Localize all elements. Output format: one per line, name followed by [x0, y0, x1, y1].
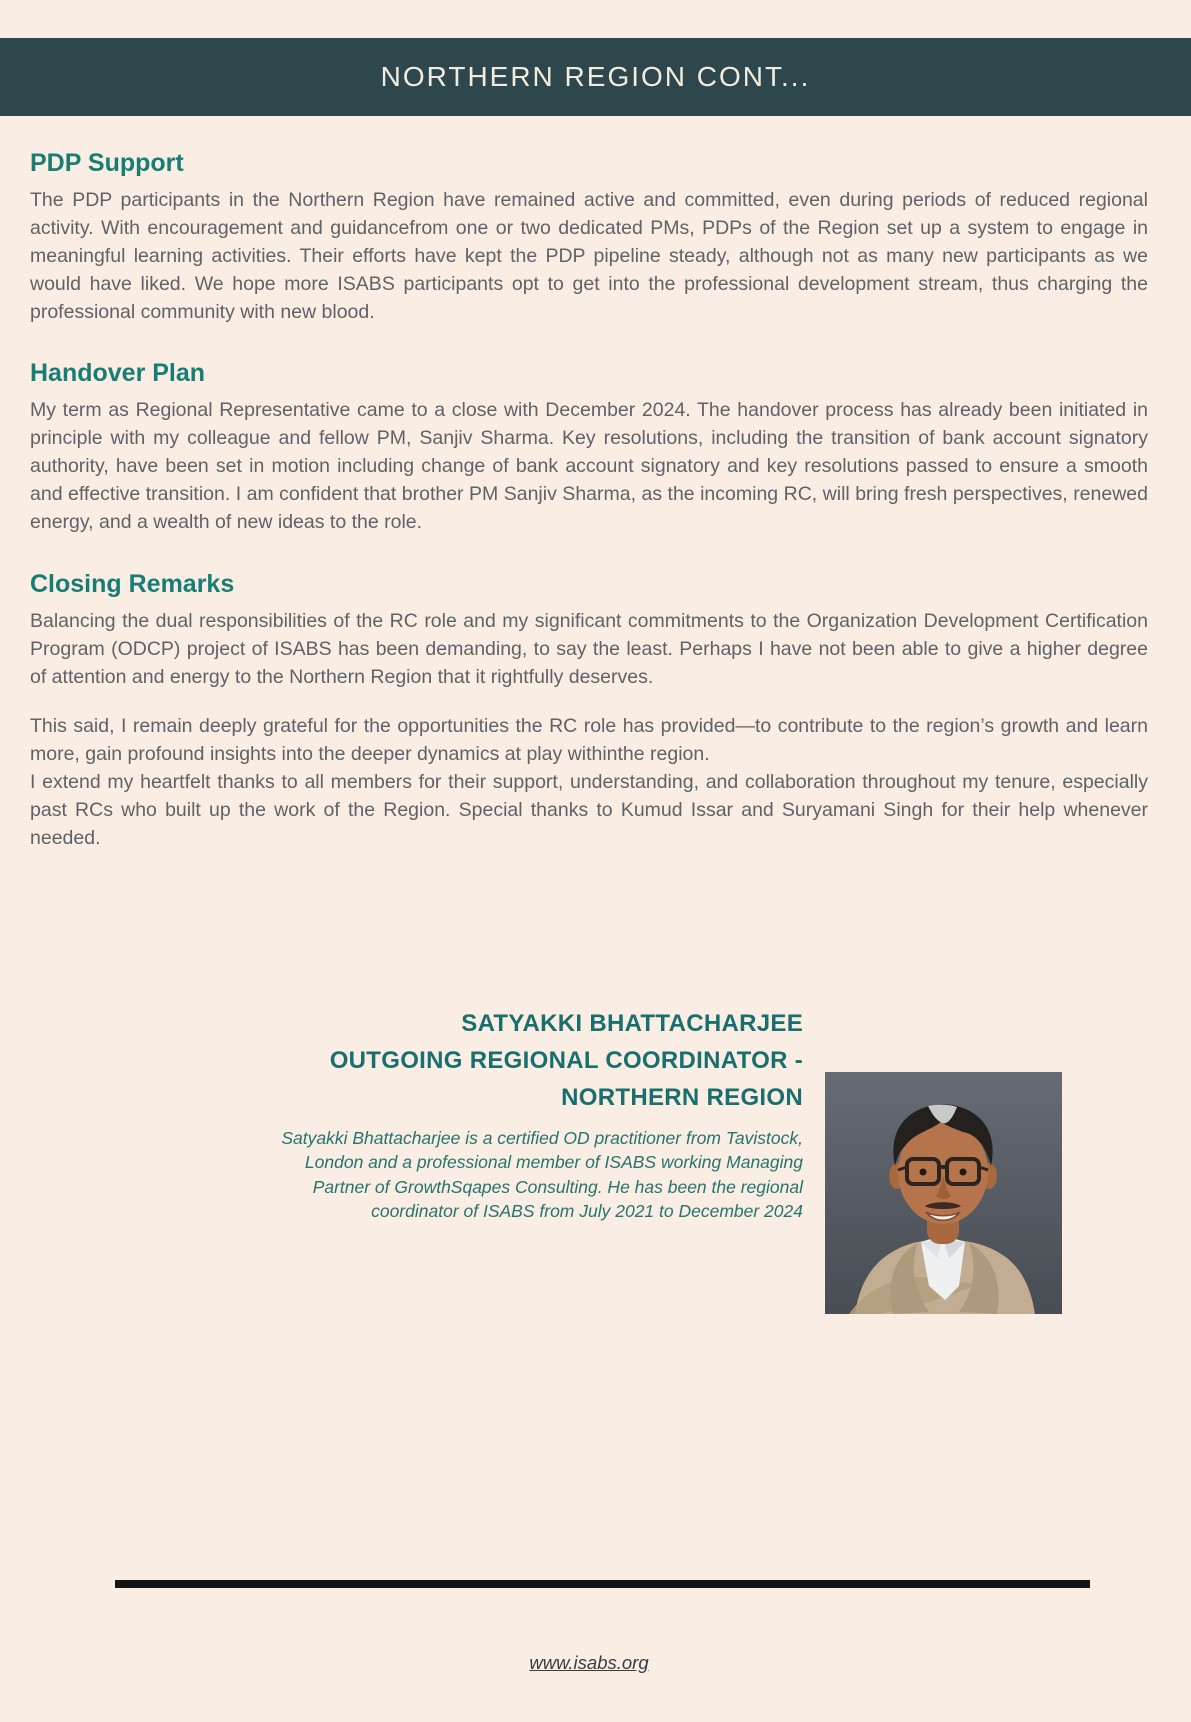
coordinator-bio-line: coordinator of ISABS from July 2021 to December 2024: [371, 1201, 803, 1222]
page-header: [0, 38, 1191, 116]
coordinator-bio-line: Satyakki Bhattacharjee is a certified OD practitioner from Tavistock,: [281, 1127, 803, 1148]
coordinator-bio-line: Partner of GrowthSqapes Consulting. He has been the regional: [312, 1176, 803, 1197]
section-heading-pdp-support: PDP Support: [30, 149, 184, 177]
page-title: NORTHERN REGION CONT...: [380, 61, 811, 92]
page-content: [0, 149, 1191, 1674]
coordinator-role-line2: NORTHERN REGION: [561, 1083, 803, 1111]
coordinator-bio: [281, 1126, 803, 1224]
coordinator-role-line1: OUTGOING REGIONAL COORDINATOR -: [329, 1046, 803, 1074]
divider-line: [115, 1580, 1090, 1588]
portrait-photo: [825, 1072, 1062, 1314]
paragraph: My term as Regional Representative came to a close with December 2024. The handover process has already been initiated in principle with my colleague and fellow PM, Sanjiv Sharma. Key resolutions, including the transition of bank account signatory authority, have been set in motion including change of bank account signatory and key resolutions passed to ensure a smooth and effective transition. I am confident that brother PM Sanjiv Sharma, as the incoming RC, will bring fresh perspectives, renewed energy, and a wealth of new ideas to the role.: [30, 399, 1148, 533]
section-heading-closing-remarks: Closing Remarks: [30, 569, 235, 598]
paragraph: I extend my heartfelt thanks to all members for their support, understanding, and collaboration throughout my tenure, especially past RCs who built up the work of the Region. Special thanks to Kumud Issar and Suryamani Singh for their help whenever needed.: [30, 771, 1148, 849]
coordinator-name: SATYAKKI BHATTACHARJEE: [461, 1009, 803, 1037]
coordinator-profile-text: [281, 1005, 803, 1224]
coordinator-bio-line: London and a professional member of ISABS working Managing: [304, 1152, 803, 1173]
paragraph: The PDP participants in the Northern Region have remained active and committed, even during periods of reduced regional activity. With encouragement and guidancefrom one or two dedicated PMs, PDPs of the Region set up a system to engage in meaningful learning activities. Their efforts have kept the PDP pipeline steady, although not as many new participants as we would have liked. We hope more ISABS participants opt to get into the professional development stream, thus charging the professional community with new blood.: [30, 189, 1148, 323]
paragraph: Balancing the dual responsibilities of the RC role and my significant commitments to the Organization Development Certification Program (ODCP) project of ISABS has been demanding, to say the least. Perhaps I have not been able to give a higher degree of attention and energy to the Northern Region that it rightfully deserves.: [30, 609, 1148, 688]
coordinator-profile: [30, 1005, 1148, 1314]
page-footer: [30, 1652, 1148, 1674]
section-closing-remarks: [30, 570, 1148, 853]
section-heading-handover-plan: Handover Plan: [30, 359, 206, 388]
section-pdp-support: [30, 149, 1148, 326]
paragraph: This said, I remain deeply grateful for the opportunities the RC role has provided—to contribute to the region’s growth and learn more, gain profound insights into the deeper dynamics at play withinthe region.: [30, 715, 1148, 766]
section-handover-plan: [30, 359, 1148, 536]
website-link[interactable]: www.isabs.org: [529, 1651, 649, 1673]
